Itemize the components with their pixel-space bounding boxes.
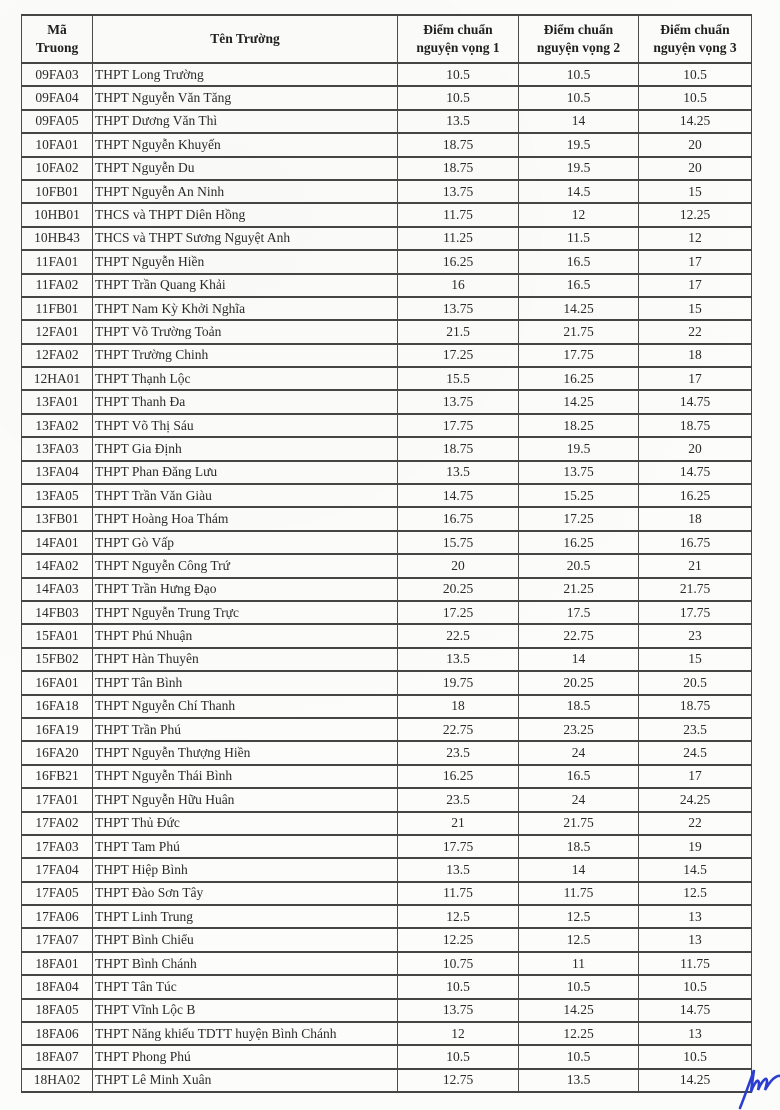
school-name-cell: THPT Gia Định	[93, 437, 398, 460]
school-code-cell: 15FA01	[22, 624, 93, 647]
score-nv2-cell: 19.5	[519, 133, 639, 156]
score-nv3-cell: 14.25	[639, 1069, 752, 1092]
school-code-cell: 17FA02	[22, 812, 93, 835]
score-nv1-cell: 16.75	[398, 507, 519, 530]
school-code-cell: 17FA07	[22, 928, 93, 951]
signature-ink-mark	[738, 1062, 780, 1110]
table-row	[22, 601, 752, 624]
score-nv3-cell: 17	[639, 367, 752, 390]
table-row	[22, 344, 752, 367]
table-row	[22, 812, 752, 835]
table-row	[22, 695, 752, 718]
col-header-score-nv3-line1: Điểm chuẩn	[660, 22, 730, 38]
school-name-cell: THPT Tam Phú	[93, 835, 398, 858]
table-row	[22, 648, 752, 671]
score-nv3-cell: 22	[639, 812, 752, 835]
col-header-score-nv1-line2: nguyện vọng 1	[416, 40, 500, 55]
score-nv1-cell: 16.25	[398, 250, 519, 273]
score-nv1-cell: 13.75	[398, 180, 519, 203]
school-code-cell: 10HB01	[22, 203, 93, 226]
school-name-cell: THPT Nguyễn Hữu Huân	[93, 788, 398, 811]
score-nv2-cell: 13.5	[519, 1069, 639, 1092]
score-nv1-cell: 14.75	[398, 484, 519, 507]
score-nv3-cell: 15	[639, 648, 752, 671]
score-nv3-cell: 19	[639, 835, 752, 858]
school-name-cell: THPT Dương Văn Thì	[93, 110, 398, 133]
col-header-score-nv2-line2: nguyện vọng 2	[536, 40, 621, 55]
school-code-cell: 10FA01	[22, 133, 93, 156]
table-row	[22, 274, 752, 297]
table-row	[22, 390, 752, 413]
score-nv1-cell: 16.25	[398, 765, 519, 788]
table-row	[22, 1045, 752, 1068]
score-nv1-cell: 20.25	[398, 578, 519, 601]
score-nv3-cell: 23	[639, 624, 752, 647]
table-row	[22, 507, 752, 530]
school-code-cell: 11FB01	[22, 297, 93, 320]
score-nv2-cell: 10.5	[519, 1045, 639, 1068]
score-nv1-cell: 23.5	[398, 741, 519, 764]
score-nv1-cell: 22.5	[398, 624, 519, 647]
score-nv2-cell: 14	[519, 110, 639, 133]
school-code-cell: 12FA01	[22, 320, 93, 343]
col-header-score-nv2	[519, 15, 639, 63]
table-row	[22, 788, 752, 811]
score-nv2-cell: 20.25	[519, 671, 639, 694]
school-name-cell: THPT Phan Đăng Lưu	[93, 461, 398, 484]
score-nv2-cell: 10.5	[519, 86, 639, 109]
school-name-cell: THPT Trường Chinh	[93, 344, 398, 367]
score-nv2-cell: 12	[519, 203, 639, 226]
score-nv2-cell: 11.75	[519, 882, 639, 905]
score-nv3-cell: 18.75	[639, 414, 752, 437]
score-nv3-cell: 21	[639, 554, 752, 577]
score-nv3-cell: 17	[639, 274, 752, 297]
score-nv1-cell: 23.5	[398, 788, 519, 811]
school-code-cell: 11FA01	[22, 250, 93, 273]
score-nv3-cell: 14.5	[639, 858, 752, 881]
school-code-cell: 16FA18	[22, 695, 93, 718]
school-code-cell: 14FA01	[22, 531, 93, 554]
school-code-cell: 14FA03	[22, 578, 93, 601]
table-row	[22, 905, 752, 928]
table-row	[22, 133, 752, 156]
school-code-cell: 16FB21	[22, 765, 93, 788]
school-name-cell: THPT Thanh Đa	[93, 390, 398, 413]
score-nv3-cell: 13	[639, 1022, 752, 1045]
score-nv3-cell: 23.5	[639, 718, 752, 741]
score-nv1-cell: 17.75	[398, 414, 519, 437]
school-name-cell: THPT Trần Hưng Đạo	[93, 578, 398, 601]
school-name-cell: THPT Nguyễn Công Trứ	[93, 554, 398, 577]
school-name-cell: THPT Gò Vấp	[93, 531, 398, 554]
score-nv3-cell: 20	[639, 133, 752, 156]
score-nv1-cell: 18.75	[398, 133, 519, 156]
score-nv3-cell: 16.25	[639, 484, 752, 507]
school-name-cell: THPT Nguyễn Chí Thanh	[93, 695, 398, 718]
score-nv2-cell: 11.5	[519, 227, 639, 250]
score-nv1-cell: 13.75	[398, 999, 519, 1022]
table-row	[22, 718, 752, 741]
score-nv2-cell: 11	[519, 952, 639, 975]
score-nv2-cell: 12.5	[519, 905, 639, 928]
score-nv3-cell: 21.75	[639, 578, 752, 601]
col-header-school-code-line2: Truong	[35, 40, 79, 55]
score-nv3-cell: 14.75	[639, 390, 752, 413]
score-nv1-cell: 11.75	[398, 882, 519, 905]
score-nv2-cell: 21.75	[519, 812, 639, 835]
school-code-cell: 17FA04	[22, 858, 93, 881]
score-nv3-cell: 11.75	[639, 952, 752, 975]
score-nv2-cell: 19.5	[519, 157, 639, 180]
score-nv1-cell: 15.75	[398, 531, 519, 554]
score-nv1-cell: 19.75	[398, 671, 519, 694]
table-row	[22, 671, 752, 694]
school-code-cell: 12HA01	[22, 367, 93, 390]
school-code-cell: 13FA05	[22, 484, 93, 507]
score-nv3-cell: 18.75	[639, 695, 752, 718]
school-name-cell: THPT Lê Minh Xuân	[93, 1069, 398, 1092]
score-nv2-cell: 17.5	[519, 601, 639, 624]
table-row	[22, 1069, 752, 1092]
score-nv3-cell: 12.25	[639, 203, 752, 226]
score-nv2-cell: 18.5	[519, 695, 639, 718]
school-name-cell: THPT Nguyễn Thái Bình	[93, 765, 398, 788]
score-nv3-cell: 14.75	[639, 999, 752, 1022]
score-nv1-cell: 12.25	[398, 928, 519, 951]
score-nv3-cell: 10.5	[639, 86, 752, 109]
score-nv2-cell: 22.75	[519, 624, 639, 647]
score-nv1-cell: 18	[398, 695, 519, 718]
school-name-cell: THPT Nguyễn Khuyến	[93, 133, 398, 156]
school-code-cell: 18FA06	[22, 1022, 93, 1045]
score-nv3-cell: 12	[639, 227, 752, 250]
school-code-cell: 09FA04	[22, 86, 93, 109]
school-name-cell: THPT Trần Văn Giàu	[93, 484, 398, 507]
school-code-cell: 18FA04	[22, 975, 93, 998]
score-nv1-cell: 11.25	[398, 227, 519, 250]
school-name-cell: THPT Nguyễn An Ninh	[93, 180, 398, 203]
school-code-cell: 17FA05	[22, 882, 93, 905]
table-row	[22, 180, 752, 203]
score-nv1-cell: 16	[398, 274, 519, 297]
score-nv2-cell: 14.25	[519, 999, 639, 1022]
school-name-cell: THPT Hoàng Hoa Thám	[93, 507, 398, 530]
table-row	[22, 952, 752, 975]
school-name-cell: THPT Tân Túc	[93, 975, 398, 998]
school-name-cell: THPT Thủ Đức	[93, 812, 398, 835]
score-nv3-cell: 14.75	[639, 461, 752, 484]
col-header-school-name: Tên Trường	[93, 15, 398, 63]
school-code-cell: 12FA02	[22, 344, 93, 367]
score-nv1-cell: 13.5	[398, 858, 519, 881]
school-code-cell: 16FA20	[22, 741, 93, 764]
score-nv3-cell: 17.75	[639, 601, 752, 624]
school-name-cell: THPT Vĩnh Lộc B	[93, 999, 398, 1022]
score-nv1-cell: 10.5	[398, 63, 519, 86]
score-nv1-cell: 13.5	[398, 648, 519, 671]
table-row	[22, 367, 752, 390]
score-nv3-cell: 15	[639, 297, 752, 320]
score-nv3-cell: 10.5	[639, 975, 752, 998]
table-row	[22, 928, 752, 951]
score-nv3-cell: 13	[639, 928, 752, 951]
col-header-score-nv1	[398, 15, 519, 63]
table-row	[22, 157, 752, 180]
school-name-cell: THPT Trần Phú	[93, 718, 398, 741]
score-nv2-cell: 16.25	[519, 367, 639, 390]
score-nv2-cell: 24	[519, 788, 639, 811]
school-name-cell: THPT Năng khiếu TDTT huyện Bình Chánh	[93, 1022, 398, 1045]
score-nv2-cell: 16.5	[519, 274, 639, 297]
table-row	[22, 531, 752, 554]
score-nv2-cell: 24	[519, 741, 639, 764]
table-row	[22, 1022, 752, 1045]
table-row	[22, 227, 752, 250]
table-row	[22, 414, 752, 437]
score-nv2-cell: 14.5	[519, 180, 639, 203]
school-code-cell: 09FA05	[22, 110, 93, 133]
score-nv3-cell: 10.5	[639, 63, 752, 86]
score-nv1-cell: 20	[398, 554, 519, 577]
score-nv2-cell: 14	[519, 858, 639, 881]
table-row	[22, 765, 752, 788]
school-name-cell: THPT Phong Phú	[93, 1045, 398, 1068]
score-nv2-cell: 15.25	[519, 484, 639, 507]
school-name-cell: THPT Nguyễn Thượng Hiền	[93, 741, 398, 764]
score-nv3-cell: 24.25	[639, 788, 752, 811]
score-nv3-cell: 15	[639, 180, 752, 203]
score-nv3-cell: 13	[639, 905, 752, 928]
table-row	[22, 741, 752, 764]
score-nv1-cell: 17.25	[398, 344, 519, 367]
table-row	[22, 63, 752, 86]
school-name-cell: THPT Phú Nhuận	[93, 624, 398, 647]
score-nv3-cell: 16.75	[639, 531, 752, 554]
score-nv2-cell: 21.25	[519, 578, 639, 601]
score-nv1-cell: 18.75	[398, 437, 519, 460]
table-row	[22, 578, 752, 601]
score-nv1-cell: 13.75	[398, 297, 519, 320]
score-nv2-cell: 14.25	[519, 297, 639, 320]
school-name-cell: THPT Hiệp Bình	[93, 858, 398, 881]
score-nv1-cell: 21	[398, 812, 519, 835]
score-nv1-cell: 22.75	[398, 718, 519, 741]
school-code-cell: 13FA04	[22, 461, 93, 484]
school-code-cell: 18FA05	[22, 999, 93, 1022]
score-nv2-cell: 19.5	[519, 437, 639, 460]
score-nv2-cell: 23.25	[519, 718, 639, 741]
school-name-cell: THPT Trần Quang Khải	[93, 274, 398, 297]
score-nv1-cell: 15.5	[398, 367, 519, 390]
school-code-cell: 10FA02	[22, 157, 93, 180]
score-nv1-cell: 11.75	[398, 203, 519, 226]
score-nv3-cell: 20.5	[639, 671, 752, 694]
school-code-cell: 10FB01	[22, 180, 93, 203]
table-row	[22, 858, 752, 881]
school-code-cell: 17FA01	[22, 788, 93, 811]
table-row	[22, 297, 752, 320]
school-code-cell: 18HA02	[22, 1069, 93, 1092]
school-code-cell: 15FB02	[22, 648, 93, 671]
score-nv2-cell: 10.5	[519, 63, 639, 86]
score-nv1-cell: 12.5	[398, 905, 519, 928]
school-name-cell: THPT Long Trường	[93, 63, 398, 86]
score-nv1-cell: 10.5	[398, 86, 519, 109]
table-row	[22, 461, 752, 484]
score-nv1-cell: 13.5	[398, 110, 519, 133]
school-code-cell: 18FA07	[22, 1045, 93, 1068]
score-nv2-cell: 10.5	[519, 975, 639, 998]
school-code-cell: 13FA02	[22, 414, 93, 437]
school-name-cell: THPT Hàn Thuyên	[93, 648, 398, 671]
table-row	[22, 86, 752, 109]
score-nv2-cell: 12.5	[519, 928, 639, 951]
admission-scores-table	[21, 14, 752, 1093]
score-nv2-cell: 14.25	[519, 390, 639, 413]
col-header-school-code	[22, 15, 93, 63]
score-nv3-cell: 22	[639, 320, 752, 343]
school-code-cell: 14FB03	[22, 601, 93, 624]
school-code-cell: 17FA03	[22, 835, 93, 858]
score-nv2-cell: 21.75	[519, 320, 639, 343]
table-row	[22, 554, 752, 577]
score-nv1-cell: 17.25	[398, 601, 519, 624]
school-name-cell: THPT Đào Sơn Tây	[93, 882, 398, 905]
score-nv2-cell: 18.25	[519, 414, 639, 437]
school-name-cell: THPT Tân Bình	[93, 671, 398, 694]
score-nv1-cell: 17.75	[398, 835, 519, 858]
col-header-school-code-line1: Mã	[47, 22, 67, 38]
table-row	[22, 203, 752, 226]
score-nv1-cell: 10.5	[398, 975, 519, 998]
score-nv3-cell: 12.5	[639, 882, 752, 905]
school-name-cell: THPT Linh Trung	[93, 905, 398, 928]
school-code-cell: 13FB01	[22, 507, 93, 530]
score-nv2-cell: 16.25	[519, 531, 639, 554]
school-code-cell: 11FA02	[22, 274, 93, 297]
score-nv2-cell: 16.5	[519, 250, 639, 273]
score-nv3-cell: 18	[639, 507, 752, 530]
score-nv1-cell: 18.75	[398, 157, 519, 180]
score-nv3-cell: 18	[639, 344, 752, 367]
header-row	[22, 15, 752, 63]
school-code-cell: 16FA01	[22, 671, 93, 694]
school-name-cell: THPT Võ Trường Toản	[93, 320, 398, 343]
table-row	[22, 835, 752, 858]
table-row	[22, 624, 752, 647]
score-nv1-cell: 10.75	[398, 952, 519, 975]
score-nv1-cell: 21.5	[398, 320, 519, 343]
school-code-cell: 10HB43	[22, 227, 93, 250]
table-row	[22, 484, 752, 507]
school-name-cell: THPT Bình Chiểu	[93, 928, 398, 951]
score-nv1-cell: 13.75	[398, 390, 519, 413]
score-nv3-cell: 17	[639, 250, 752, 273]
col-header-score-nv3-line2: nguyện vọng 3	[653, 40, 737, 55]
table-row	[22, 110, 752, 133]
school-code-cell: 13FA01	[22, 390, 93, 413]
school-name-cell: THCS và THPT Sương Nguyệt Anh	[93, 227, 398, 250]
score-nv2-cell: 12.25	[519, 1022, 639, 1045]
score-nv3-cell: 20	[639, 437, 752, 460]
school-name-cell: THPT Thạnh Lộc	[93, 367, 398, 390]
school-code-cell: 13FA03	[22, 437, 93, 460]
school-name-cell: THPT Nguyễn Văn Tăng	[93, 86, 398, 109]
table-row	[22, 975, 752, 998]
score-nv2-cell: 16.5	[519, 765, 639, 788]
score-nv2-cell: 17.75	[519, 344, 639, 367]
table-row	[22, 882, 752, 905]
table-row	[22, 250, 752, 273]
score-nv2-cell: 14	[519, 648, 639, 671]
school-name-cell: THPT Nguyễn Du	[93, 157, 398, 180]
school-name-cell: THPT Võ Thị Sáu	[93, 414, 398, 437]
school-name-cell: THCS và THPT Diên Hồng	[93, 203, 398, 226]
score-nv3-cell: 14.25	[639, 110, 752, 133]
col-header-score-nv1-line1: Điểm chuẩn	[423, 22, 493, 38]
school-code-cell: 17FA06	[22, 905, 93, 928]
table-row	[22, 320, 752, 343]
school-code-cell: 14FA02	[22, 554, 93, 577]
score-nv2-cell: 20.5	[519, 554, 639, 577]
school-name-cell: THPT Nguyễn Hiền	[93, 250, 398, 273]
score-nv2-cell: 18.5	[519, 835, 639, 858]
score-nv2-cell: 17.25	[519, 507, 639, 530]
table-row	[22, 437, 752, 460]
school-name-cell: THPT Nguyễn Trung Trực	[93, 601, 398, 624]
school-name-cell: THPT Nam Kỳ Khởi Nghĩa	[93, 297, 398, 320]
table-row	[22, 999, 752, 1022]
school-code-cell: 16FA19	[22, 718, 93, 741]
school-code-cell: 18FA01	[22, 952, 93, 975]
col-header-score-nv2-line1: Điểm chuẩn	[543, 22, 614, 38]
score-nv3-cell: 17	[639, 765, 752, 788]
score-nv1-cell: 12	[398, 1022, 519, 1045]
score-nv3-cell: 20	[639, 157, 752, 180]
col-header-score-nv3	[639, 15, 752, 63]
school-name-cell: THPT Bình Chánh	[93, 952, 398, 975]
score-nv3-cell: 10.5	[639, 1045, 752, 1068]
score-nv1-cell: 13.5	[398, 461, 519, 484]
school-code-cell: 09FA03	[22, 63, 93, 86]
score-nv2-cell: 13.75	[519, 461, 639, 484]
score-nv1-cell: 10.5	[398, 1045, 519, 1068]
score-nv3-cell: 24.5	[639, 741, 752, 764]
score-nv1-cell: 12.75	[398, 1069, 519, 1092]
